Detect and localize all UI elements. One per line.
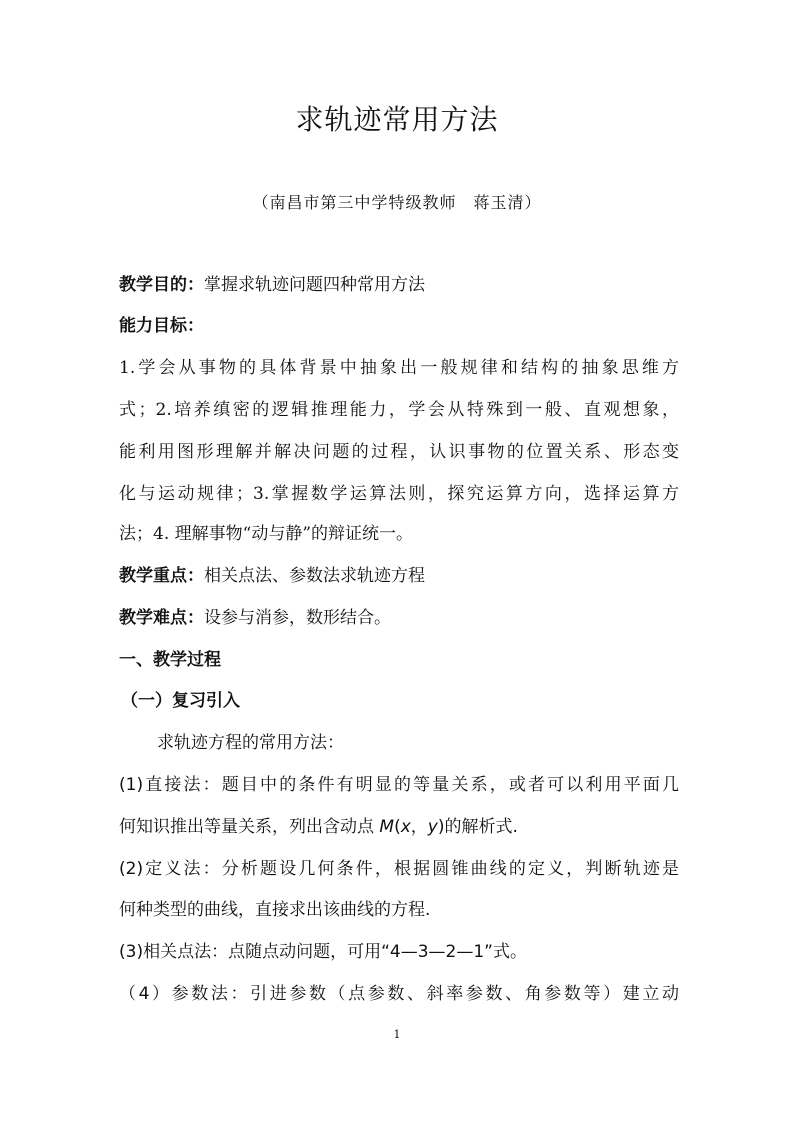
document-title: 求轨迹常用方法: [295, 103, 499, 136]
var-y: y: [427, 817, 438, 837]
key-point-line: [119, 564, 679, 588]
difficulty-label: 教学难点：: [119, 608, 204, 628]
ability-line-1: 1.学会从事物的具体背景中抽象出一般规律和结构的抽象思维方: [119, 358, 679, 378]
ability-label: 能力目标：: [119, 316, 204, 336]
method-1-line-2-post: )的解析式.: [437, 817, 518, 837]
goal-line: [119, 273, 679, 297]
method-2-line-2: 何种类型的曲线，直接求出该曲线的方程.: [119, 900, 431, 920]
var-x: x: [400, 817, 411, 837]
ability-line-5: 法；4. 理解事物“动与静”的辩证统一。: [119, 524, 414, 544]
method-2-line-1: (2)定义法：分析题设几何条件，根据圆锥曲线的定义，判断轨迹是: [119, 859, 679, 879]
ability-line-4: 化与运动规律；3.掌握数学运算法则，探究运算方向，选择运算方: [119, 484, 679, 504]
difficulty-line: [119, 606, 679, 630]
method-1-line-1: (1)直接法：题目中的条件有明显的等量关系，或者可以利用平面几: [119, 775, 679, 795]
method-4-line-1: （4）参数法：引进参数（点参数、斜率参数、角参数等）建立动: [119, 984, 679, 1004]
section-subheading: （一）复习引入: [121, 691, 240, 711]
goal-label: 教学目的：: [119, 275, 204, 295]
method-1-line-2: [119, 815, 679, 839]
method-1-line-2-pre: 何知识推出等量关系，列出含动点: [119, 817, 380, 837]
comma: ，: [410, 817, 428, 837]
key-point-text: 相关点法、参数法求轨迹方程: [204, 566, 425, 586]
page-number: 1: [393, 1028, 401, 1041]
author-line: （南昌市第三中学特级教师 蒋玉清）: [252, 193, 542, 212]
open-paren: (: [394, 817, 401, 837]
ability-line-2: 式；2.培养缜密的逻辑推理能力，学会从特殊到一般、直观想象，: [119, 400, 679, 420]
section-heading: 一、教学过程: [119, 650, 221, 670]
difficulty-text: 设参与消参，数形结合。: [204, 608, 391, 628]
key-point-label: 教学重点：: [119, 566, 204, 586]
var-M: M: [379, 817, 395, 837]
ability-line-3: 能利用图形理解并解决问题的过程，认识事物的位置关系、形态变: [119, 442, 679, 462]
method-3-line-1: (3)相关点法：点随点动问题，可用“4—3—2—1”式。: [119, 942, 527, 962]
goal-text: 掌握求轨迹问题四种常用方法: [204, 275, 425, 295]
methods-intro: 求轨迹方程的常用方法：: [157, 733, 344, 753]
